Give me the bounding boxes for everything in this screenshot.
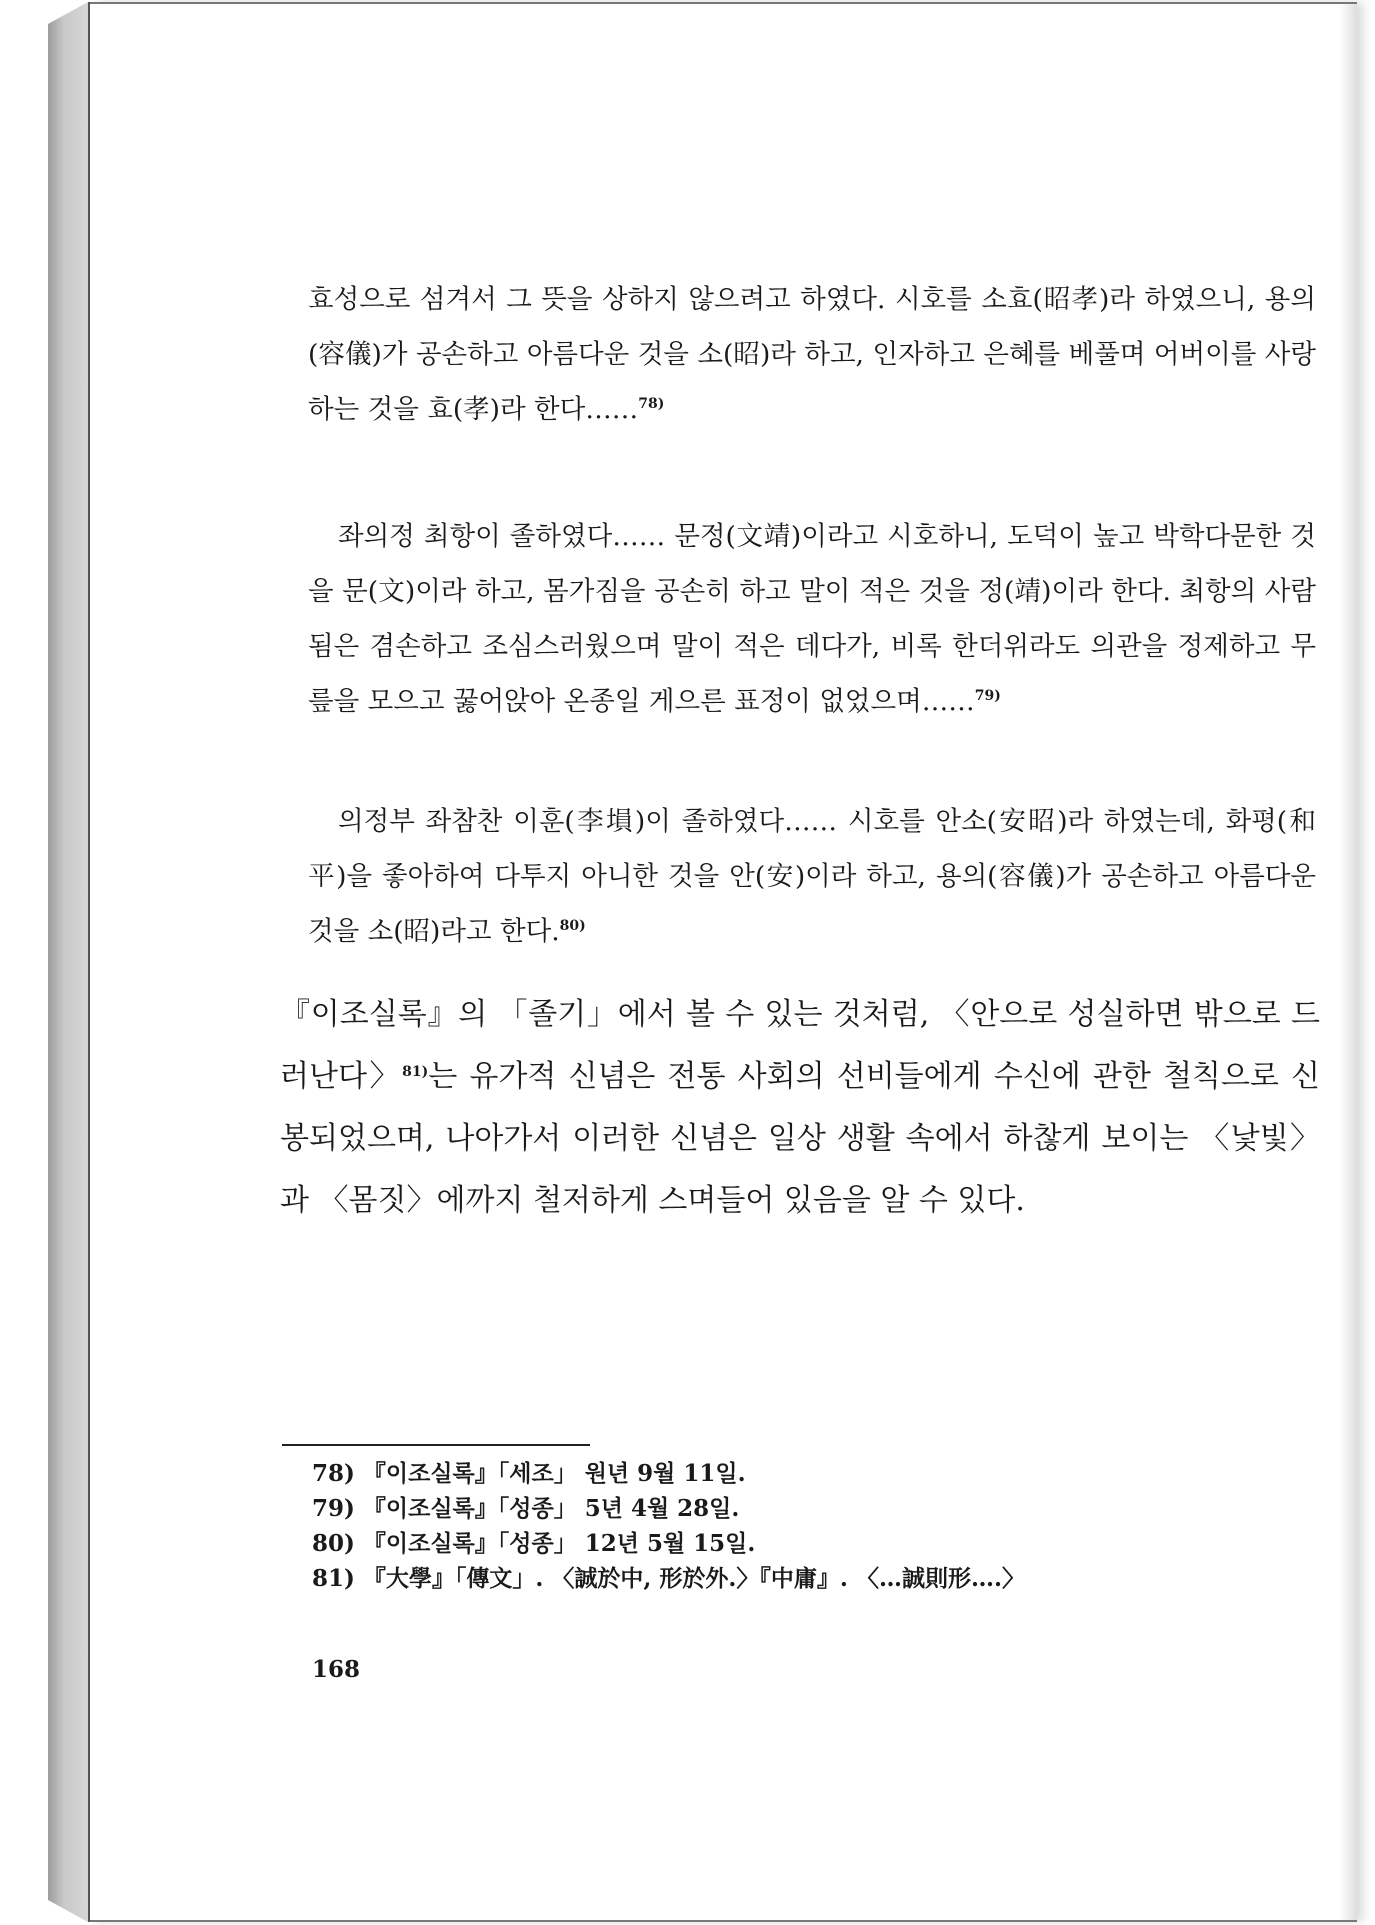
footnote-ref-78: 78): [638, 396, 665, 412]
book-edge: [48, 2, 88, 1922]
footnote-78: 78) 『이조실록』「세조」 원년 9월 11일.: [312, 1460, 746, 1487]
book-page: [90, 2, 1357, 1922]
quote-2-text: 좌의정 최항이 졸하였다…… 문정(文靖)이라고 시호하니, 도덕이 높고 박학다문한 것을 문(文)이라 하고, 몸가짐을 공손히 하고 말이 적은 것을 정(靖)이라 한다. 최항의 사람됨은 겸손하고 조심스러웠으며 말이 적은 데다가, 비록 한더위라도 의관을 정제하고 무릎을 모으고 꿇어앉아 온종일 게으른 표정이 없었으며……: [308, 521, 1316, 717]
page-number: 168: [312, 1656, 361, 1683]
footnote-separator: [282, 1444, 590, 1446]
footnote-list: [312, 1456, 1212, 1596]
main-paragraph: [280, 984, 1320, 1232]
footnote-ref-79: 79): [974, 688, 1001, 704]
footnote-80: 80) 『이조실록』「성종」 12년 5월 15일.: [312, 1530, 756, 1557]
main-paragraph-before: 『이조실록』의 「졸기」에서 볼 수 있는 것처럼, 〈안으로 성실하면 밖으로 드러난다〉: [280, 997, 1320, 1094]
quote-block-1: [308, 272, 1316, 437]
main-paragraph-after: 는 유가적 신념은 전통 사회의 선비들에게 수신에 관한 철칙으로 신봉되었으며, 나아가서 이러한 신념은 일상 생활 속에서 하찮게 보이는 〈낯빛〉과 〈몸짓〉에까지 철저하게 스며들어 있음을 알 수 있다.: [280, 1059, 1320, 1218]
quote-1-text: 효성으로 섬겨서 그 뜻을 상하지 않으려고 하였다. 시호를 소효(昭孝)라 하였으니, 용의(容儀)가 공손하고 아름다운 것을 소(昭)라 하고, 인자하고 은혜를 베풀며 어버이를 사랑하는 것을 효(孝)라 한다……: [308, 284, 1316, 425]
page-edge-shadow: [1339, 4, 1357, 1920]
quote-block-3: [308, 794, 1316, 959]
quote-block-2: [308, 509, 1316, 729]
footnote-79: 79) 『이조실록』「성종」 5년 4월 28일.: [312, 1495, 740, 1522]
quote-3-text: 의정부 좌참찬 이훈(李塤)이 졸하였다…… 시호를 안소(安昭)라 하였는데, 화평(和平)을 좋아하여 다투지 아니한 것을 안(安)이라 하고, 용의(容儀)가 공손하고 아름다운 것을 소(昭)라고 한다.: [308, 806, 1316, 947]
footnote-ref-80: 80): [559, 918, 586, 934]
footnote-81: 81) 『大學』「傳文」. 〈誠於中, 形於外.〉『中庸』. 〈…誠則形….〉: [312, 1565, 1025, 1592]
footnote-ref-81: 81): [402, 1064, 429, 1080]
